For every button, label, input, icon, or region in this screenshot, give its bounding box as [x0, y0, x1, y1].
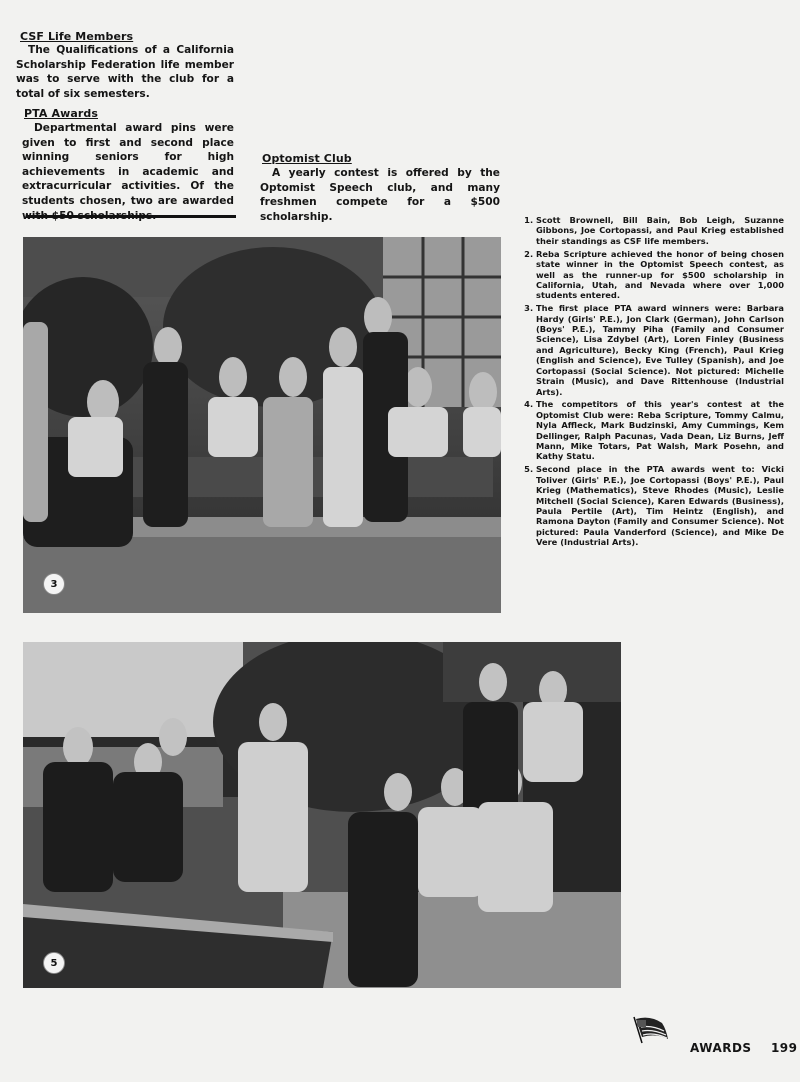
- optomist-paragraph: [260, 166, 500, 224]
- caption-list: [516, 215, 784, 548]
- caption-5: 5. Second place in the PTA awards went to: Vicki Toliver (Girls' P.E.), Joe Cortopassi (Boys' P.E.), Paul Krieg (Mathematics), Steve Rhodes (Music), Leslie Mitchell (Social Science), Karen Edwards (Business), Paula Pertile (Art), Tim Heintz (English), and Ramona Dayton (Family and Consumer Science). Not pictured: Paula Vanderford (Science), and Mike De Vere (Industrial Arts).: [536, 464, 784, 547]
- caption-1: 1. Scott Brownell, Bill Bain, Bob Leigh, Suzanne Gibbons, Joe Cortopassi, and Paul Krieg established their standings as CSF life members.: [536, 215, 784, 246]
- pta-paragraph: [22, 121, 234, 223]
- pta-text: Departmental award pins were given to first and second place winning seniors for high achievements in academic and extracurricular activities. Of the students chosen, two are awarded with $50 scholarships.: [22, 122, 234, 222]
- caption-2: 2. Reba Scripture achieved the honor of being chosen state winner in the Optomist Speech contest, as well as the runner-up for $500 scholarship in California, Utah, and Nevada where over 1,000 students entered.: [536, 249, 784, 301]
- top-photo-image: [23, 237, 501, 613]
- pta-divider: [26, 215, 236, 218]
- pta-heading: PTA Awards: [24, 107, 98, 120]
- caption-3: 3. The first place PTA award winners were: Barbara Hardy (Girls' P.E.), Jon Clark (German), John Carlson (Boys' P.E.), Tammy Piha (Family and Consumer Science), Lisa Zdybel (Art), Loren Finley (Business and Agriculture), Becky King (French), Paul Krieg (English and Science), Eve Tulley (Spanish), and Joe Cortopassi (Social Science). Not pictured: Michelle Strain (Music), and Dave Rittenhouse (Industrial Arts).: [536, 303, 784, 397]
- top-group-photo: [23, 237, 501, 613]
- bottom-photo-number: 5: [43, 952, 65, 974]
- bottom-group-photo: [23, 642, 621, 988]
- page-number: 199: [770, 1041, 798, 1055]
- top-photo-number: 3: [43, 573, 65, 595]
- bottom-photo-image: [23, 642, 621, 988]
- flag-icon: [632, 1015, 670, 1049]
- page-footer: [690, 1041, 798, 1055]
- photo-captions: [516, 215, 784, 550]
- optomist-text: A yearly contest is offered by the Optomist Speech club, and many freshmen compete for a $500 scholarship.: [260, 167, 500, 223]
- csf-paragraph: [16, 43, 234, 101]
- caption-4: 4. The competitors of this year's contest at the Optomist Club were: Reba Scripture, Tommy Calmu, Nyla Affleck, Mark Budzinski, Amy Cummings, Kem Dellinger, Ralph Pacunas, Vada Dean, Liz Burns, Jeff Mann, Mike Totars, Pat Walsh, Mark Posehn, and Kathy Statu.: [536, 399, 784, 461]
- optomist-heading: Optomist Club: [262, 152, 352, 165]
- footer-section: AWARDS: [690, 1041, 752, 1055]
- csf-text: The Qualifications of a California Scholarship Federation life member was to serve with the club for a total of six semesters.: [16, 44, 234, 100]
- csf-heading: CSF Life Members: [20, 30, 134, 43]
